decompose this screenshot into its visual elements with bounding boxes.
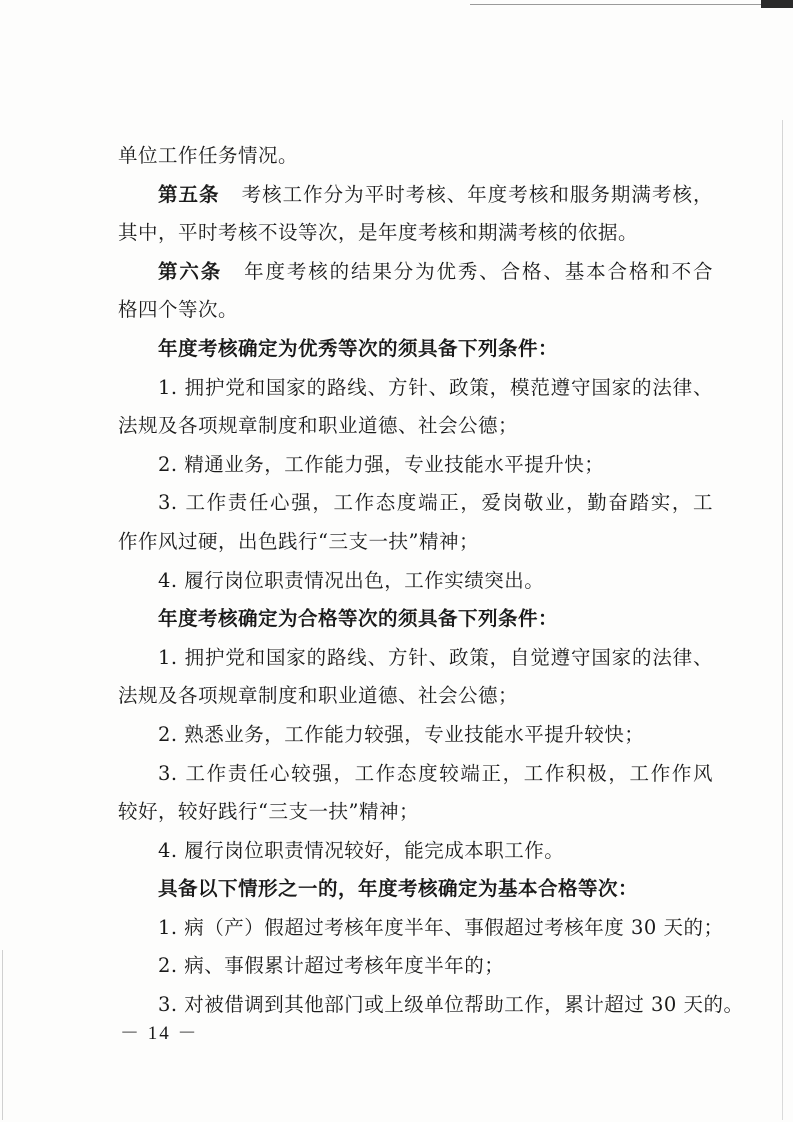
line-text: 具备以下情形之一的，年度考核确定为基本合格等次： bbox=[158, 877, 639, 901]
line-text: 格四个等次。 bbox=[118, 298, 239, 322]
paragraph-line bbox=[118, 253, 713, 292]
document-body bbox=[118, 137, 744, 1025]
paragraph-line bbox=[118, 407, 713, 446]
section-heading-line bbox=[118, 870, 713, 909]
paragraph-line bbox=[118, 369, 713, 408]
scan-artifact-corner bbox=[761, 0, 793, 8]
paragraph-line bbox=[118, 716, 713, 755]
line-text: 3. 工作责任心较强，工作态度较端正，工作积极，工作作风 bbox=[158, 761, 713, 785]
line-text: 较好，较好践行“三支一扶”精神； bbox=[118, 800, 419, 824]
line-text: 1. 病（产）假超过考核年度半年、事假超过考核年度 30 天的； bbox=[158, 915, 724, 939]
paragraph-line bbox=[118, 214, 713, 253]
paragraph-line bbox=[118, 909, 724, 948]
article-label: 第六条 bbox=[158, 259, 223, 283]
paragraph-line bbox=[118, 446, 713, 485]
paragraph-line bbox=[118, 755, 713, 794]
paragraph-line bbox=[118, 562, 713, 601]
paragraph-line bbox=[118, 484, 713, 523]
line-text: 4. 履行岗位职责情况较好，能完成本职工作。 bbox=[158, 838, 565, 862]
line-text: 年度考核的结果分为优秀、合格、基本合格和不合 bbox=[244, 259, 713, 283]
line-text: 1. 拥护党和国家的路线、方针、政策，模范遵守国家的法律、 bbox=[158, 375, 713, 399]
line-text: 2. 病、事假累计超过考核年度半年的； bbox=[158, 954, 505, 978]
paragraph-line bbox=[118, 947, 713, 986]
paragraph-line bbox=[118, 639, 713, 678]
line-text: 4. 履行岗位职责情况出色，工作实绩突出。 bbox=[158, 568, 545, 592]
line-text: 3. 对被借调到其他部门或上级单位帮助工作，累计超过 30 天的。 bbox=[158, 993, 744, 1017]
paragraph-line bbox=[118, 677, 713, 716]
scan-artifact-right-edge bbox=[782, 120, 783, 1120]
line-text: 年度考核确定为优秀等次的须具备下列条件： bbox=[158, 336, 559, 360]
section-heading-line bbox=[118, 330, 713, 369]
section-heading-line bbox=[118, 600, 713, 639]
line-text: 1. 拥护党和国家的路线、方针、政策，自觉遵守国家的法律、 bbox=[158, 645, 713, 669]
line-text: 法规及各项规章制度和职业道德、社会公德； bbox=[118, 414, 519, 438]
paragraph-line bbox=[118, 832, 713, 871]
page-number: － 14 － bbox=[120, 1023, 199, 1044]
line-text: 年度考核确定为合格等次的须具备下列条件： bbox=[158, 607, 559, 631]
line-text: 2. 熟悉业务，工作能力较强，专业技能水平提升较快； bbox=[158, 722, 645, 746]
paragraph-line bbox=[118, 523, 713, 562]
paragraph-line bbox=[118, 986, 744, 1025]
paragraph-line bbox=[118, 793, 713, 832]
scan-artifact-left-edge bbox=[2, 950, 3, 1120]
paragraph-line bbox=[118, 137, 713, 176]
line-text: 考核工作分为平时考核、年度考核和服务期满考核， bbox=[241, 182, 713, 206]
line-text: 单位工作任务情况。 bbox=[118, 144, 299, 167]
line-text: 作作风过硬，出色践行“三支一扶”精神； bbox=[118, 529, 479, 553]
line-text: 2. 精通业务，工作能力强，专业技能水平提升快； bbox=[158, 452, 605, 476]
line-text: 法规及各项规章制度和职业道德、社会公德； bbox=[118, 684, 519, 708]
paragraph-line bbox=[118, 176, 713, 215]
scan-artifact-top-line bbox=[470, 4, 770, 5]
line-text: 3. 工作责任心强，工作态度端正，爱岗敬业，勤奋踏实，工 bbox=[158, 491, 713, 515]
line-text: 其中，平时考核不设等次，是年度考核和期满考核的依据。 bbox=[118, 221, 639, 245]
paragraph-line bbox=[118, 291, 713, 330]
article-label: 第五条 bbox=[158, 182, 220, 206]
